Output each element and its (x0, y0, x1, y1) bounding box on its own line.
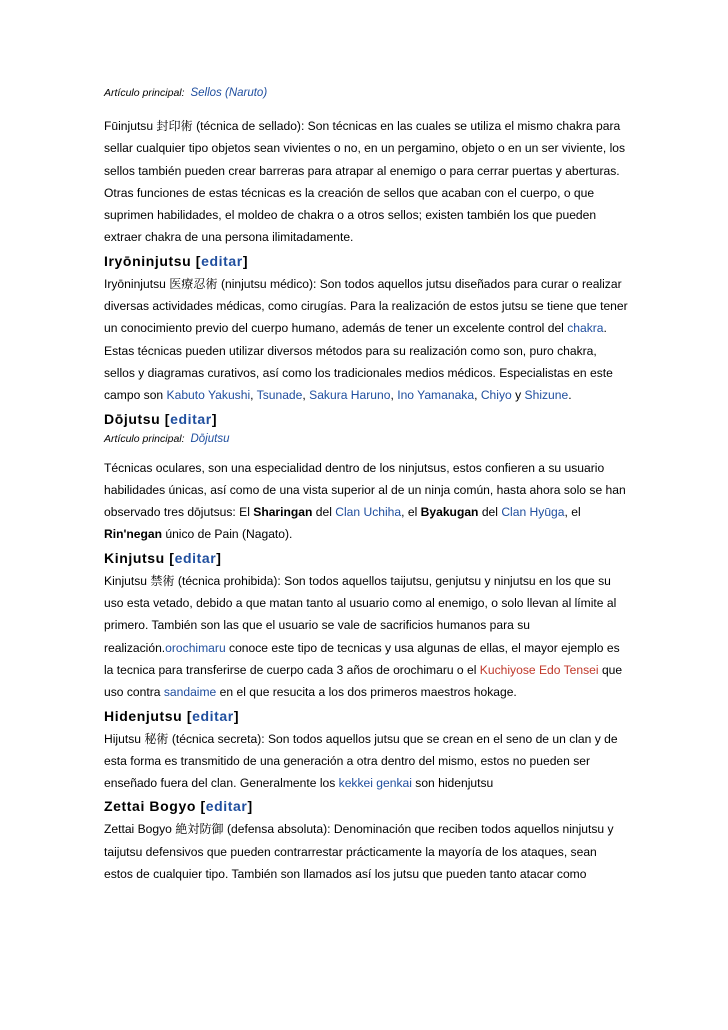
link-shizune[interactable]: Shizune (524, 388, 569, 403)
dojutsu-paragraph: Técnicas oculares, son una especialidad dentro de los ninjutsus, estos confieren a su usuario habilidades únicas, así como de una vista superior al de un ninja común, hasta ahora solo se han observado tres dōjutsus: El Sharingan del Clan Uchiha, el Byakugan del Clan Hyūga, el Rin'negan único de Pain (Nagato). (104, 460, 626, 542)
edit-link[interactable]: editar (170, 410, 212, 427)
edit-link[interactable]: editar (192, 707, 234, 724)
section-heading-iryoninjutsu: Iryōninjutsu [editar] (104, 252, 249, 269)
fuinjutsu-paragraph: Fūinjutsu 封印術 (técnica de sellado): Son técnicas en las cuales se utiliza el mismo chakra para sellar cualquier tipo objetos sean vivientes o no, en un pergamino, objeto o en un ser viviente, los sellos también pueden crear barreras para atrapar al enemigo o para cerrar puertas y aberturas. Otras funciones de estas técnicas es la creación de sellos que acaban con el cuerpo, o que suprimen habilidades, el moldeo de chakra o a otros sellos; existen también los que pueden extraer chakra de una persona ilimitadamente. (104, 119, 626, 245)
link-clan-uchiha[interactable]: Clan Uchiha (335, 505, 402, 520)
main-article-note: Artículo principal: Dōjutsu (104, 432, 230, 445)
link-sandaime[interactable]: sandaime (163, 685, 217, 700)
link-kabuto[interactable]: Kabuto Yakushi (166, 388, 251, 403)
section-heading-zettai-bogyo: Zettai Bogyo [editar] (104, 798, 253, 815)
section-heading-hidenjutsu: Hidenjutsu [editar] (104, 707, 240, 724)
main-article-link[interactable]: Sellos (Naruto) (190, 87, 268, 99)
hidenjutsu-paragraph: Hijutsu 秘術 (técnica secreta): Son todos aquellos jutsu que se crean en el seno de un clan y de esta forma es transmitido de una generación a otra dentro del mismo, estos no pueden ser enseñado fuera del clan. Generalmente los kekkei genkai son hidenjutsu (104, 731, 618, 791)
link-orochimaru[interactable]: orochimaru (165, 640, 226, 655)
link-ino[interactable]: Ino Yamanaka (397, 388, 475, 403)
kinjutsu-paragraph: Kinjutsu 禁術 (técnica prohibida): Son todos aquellos taijutsu, genjutsu y ninjutsu en los que su uso esta vetado, debido a que matan tanto al usuario como al enemigo, o solo llevan al límite al primero. También son las que el usuario se vale de sacrificios humanos para su realización.orochimaru conoce este tipo de tecnicas y usa algunas de ellas, el mayor ejemplo es la tecnica para transferirse de cuerpo cada 3 años de orochimaru o el Kuchiyose Edo Tensei que uso contra sandaime en el que resucita a los dos primeros maestros hokage. (104, 573, 623, 700)
edit-link[interactable]: editar (174, 549, 217, 566)
link-sakura[interactable]: Sakura Haruno (309, 388, 391, 403)
iryoninjutsu-paragraph: Iryōninjutsu 医療忍術 (ninjutsu médico): Son todos aquellos jutsu diseñados para curar o realizar diversas actividades médicas, como cirugías. Para la realización de estos jutsu se tiene que tener un conocimiento previo del cuerpo humano, además de tener un excelente control del chakra. Estas técnicas pueden utilizar diversos métodos para su realización como son, puro chakra, sellos y diagramas curativos, así como los tradicionales medios médicos. Especialistas en este campo son Kabuto Yakushi, Tsunade, Sakura Haruno, Ino Yamanaka, Chiyo y Shizune. (104, 276, 628, 403)
link-kekkei-genkai[interactable]: kekkei genkai (338, 776, 412, 791)
main-article-note (104, 86, 629, 101)
edit-link[interactable]: editar (205, 798, 248, 815)
main-article-label: Artículo principal: (104, 87, 185, 99)
section-heading-kinjutsu: Kinjutsu [editar] (104, 549, 222, 566)
link-chakra[interactable]: chakra (567, 321, 604, 336)
main-article-link[interactable]: Dōjutsu (190, 432, 230, 445)
zettai-bogyo-paragraph: Zettai Bogyo 絶対防御 (defensa absoluta): Denominación que reciben todos aquellos ninjutsu y taijutsu defensivos que pueden contrarrestar prácticamente la mayoría de los ataques, sean estos de cualquier tipo. También son llamados así los jutsu que pueden tanto atacar como (104, 822, 614, 882)
document-body (104, 86, 629, 885)
link-kuchiyose-edo-tensei[interactable]: Kuchiyose Edo Tensei (479, 662, 599, 677)
link-chiyo[interactable]: Chiyo (480, 388, 512, 403)
link-clan-hyuga[interactable]: Clan Hyūga (501, 505, 565, 520)
link-tsunade[interactable]: Tsunade (256, 388, 303, 403)
edit-link[interactable]: editar (201, 252, 243, 269)
section-heading-dojutsu: Dōjutsu [editar] (104, 410, 218, 427)
